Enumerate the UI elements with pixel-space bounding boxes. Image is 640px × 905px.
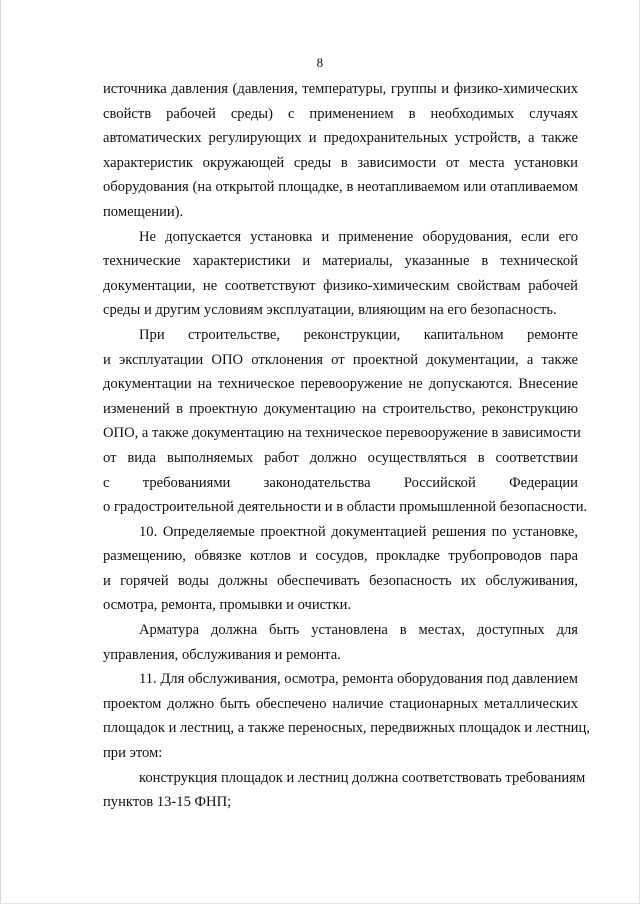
text-line: проектом должно быть обеспечено наличие стационарных металлических (103, 695, 578, 712)
text-line: и горячей воды должны обеспечивать безопасность их обслуживания, (103, 572, 578, 589)
text-line: при этом: (103, 745, 163, 762)
text-line: о градостроительной деятельности и в области промышленной безопасности. (103, 499, 588, 516)
text-line: размещению, обвязке котлов и сосудов, прокладке трубопроводов пара (103, 548, 578, 565)
paragraph (103, 520, 578, 618)
text-line: осмотра, ремонта, промывки и очистки. (103, 597, 352, 614)
page-number: 8 (316, 55, 324, 70)
text-line: управления, обслуживания и ремонта. (103, 646, 341, 663)
paragraph (103, 323, 588, 520)
text-line: оборудования (на открытой площадке, в неотапливаемом или отапливаемом (103, 179, 578, 196)
paragraph (103, 618, 578, 667)
text-line: конструкция площадок и лестниц должна соответствовать требованиям (139, 769, 586, 786)
text-line: При строительстве, реконструкции, капитальном ремонте (139, 326, 578, 343)
text-line: с требованиями законодательства Российской Федерации (103, 474, 578, 491)
text-line: площадок и лестниц, а также переносных, передвижных площадок и лестниц, (103, 720, 590, 737)
text-line: и эксплуатации ОПО отклонения от проектной документации, а также (103, 351, 578, 368)
paragraph (103, 77, 578, 225)
text-line: документации на техническое перевооружение не допускаются. Внесение (103, 376, 578, 393)
text-line: изменений в проектную документацию на строительство, реконструкцию (103, 400, 578, 417)
text-line: характеристик окружающей среды в зависимости от места установки (103, 154, 578, 171)
text-line: документации, не соответствуют физико-химическим свойствам рабочей (103, 277, 578, 294)
document-body (103, 77, 590, 815)
text-line: помещении). (103, 203, 184, 220)
text-line: пунктов 13-15 ФНП; (103, 794, 232, 811)
text-line: среды и другим условиям эксплуатации, влияющим на его безопасность. (103, 302, 557, 319)
paragraph (103, 667, 590, 765)
text-line: свойств рабочей среды) с применением в необходимых случаях (103, 105, 578, 122)
text-line: ОПО, а также документацию на техническое перевооружение в зависимости (103, 425, 581, 442)
paragraph (103, 225, 578, 323)
text-line: 10. Определяемые проектной документацией решения по установке, (139, 523, 578, 540)
text-line: Арматура должна быть установлена в местах, доступных для (139, 622, 578, 639)
text-line: технические характеристики и материалы, указанные в технической (103, 253, 578, 270)
text-line: автоматических регулирующих и предохранительных устройств, а также (103, 130, 578, 147)
text-line: источника давления (давления, температуры, группы и физико-химических (103, 81, 578, 97)
text-line: 11. Для обслуживания, осмотра, ремонта оборудования под давлением (139, 671, 578, 688)
text-line: Не допускается установка и применение оборудования, если его (139, 228, 578, 245)
paragraph (103, 766, 586, 815)
text-line: от вида выполняемых работ должно осуществляться в соответствии (103, 449, 578, 466)
